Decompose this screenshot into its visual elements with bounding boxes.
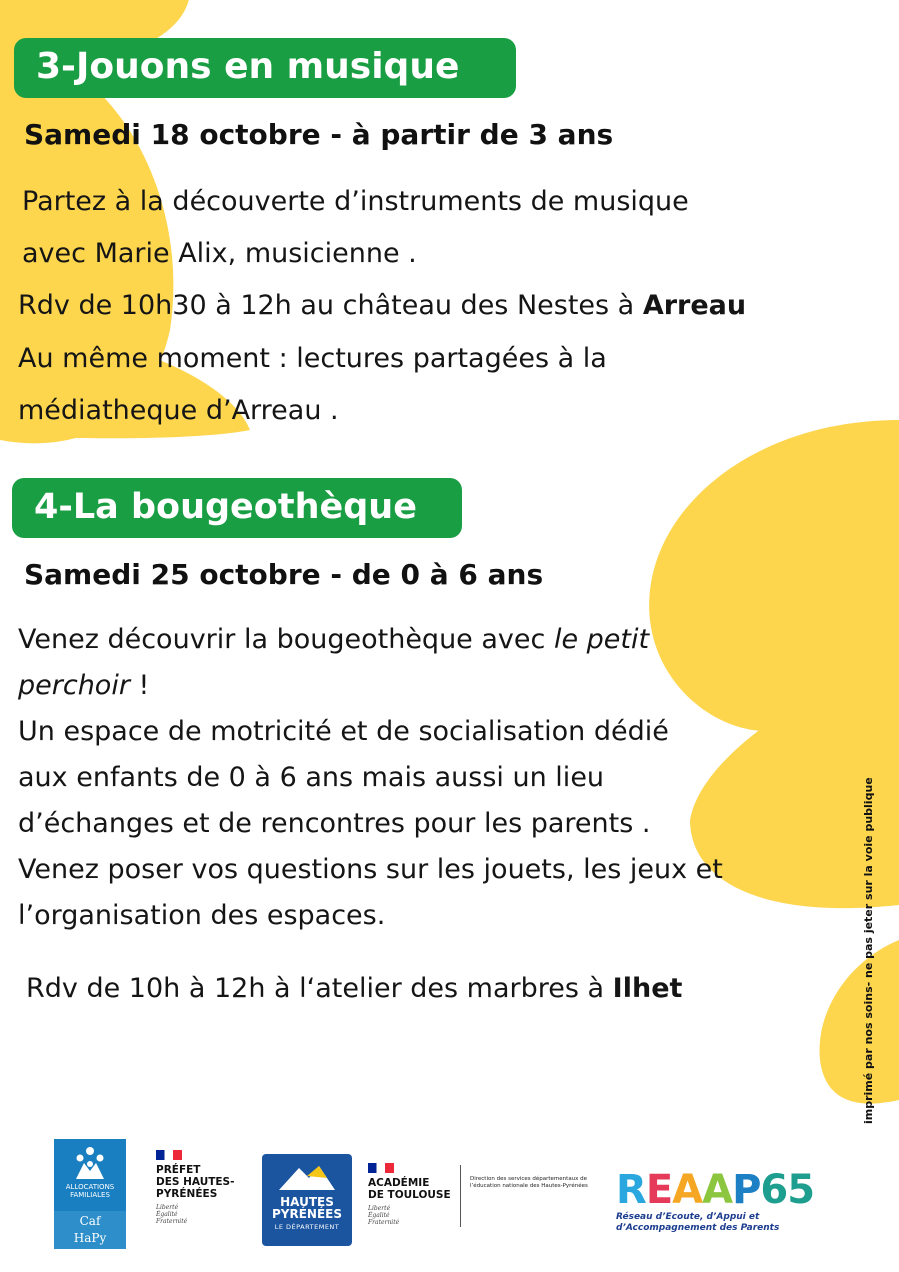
text-segment: !: [129, 670, 150, 701]
family-icon: [72, 1145, 108, 1181]
rdv-place: Ilhet: [612, 973, 683, 1004]
reaap-logo: [616, 1167, 830, 1242]
reaap-letter: A: [672, 1167, 703, 1213]
prefet-line: PRÉFET: [156, 1164, 201, 1176]
italic-text: le petit: [553, 624, 650, 655]
hp-line: LE DÉPARTEMENT: [274, 1223, 340, 1231]
academie-line: ACADÉMIE: [368, 1177, 430, 1189]
reaap-subtitle-line: d’Accompagnement des Parents: [616, 1223, 780, 1233]
reaap-letter: P: [732, 1167, 761, 1213]
prefet-line: DES HAUTES-: [156, 1176, 235, 1188]
text-line: d’échanges et de rencontres pour les parents .: [18, 808, 651, 839]
prefet-line: PYRÉNÉES: [156, 1188, 218, 1200]
reaap-wordmark: [616, 1167, 830, 1213]
reaap-letter: R: [616, 1167, 646, 1213]
motto-line: Liberté: [156, 1204, 179, 1211]
section-4-rdv: [26, 963, 682, 1015]
caf-name-line: Caf: [79, 1214, 101, 1228]
hp-line: HAUTES: [280, 1195, 334, 1209]
reaap-letter: A: [702, 1167, 733, 1213]
text-line: médiatheque d’Arreau .: [18, 395, 339, 426]
text-line: [18, 660, 723, 712]
mountain-icon: [277, 1162, 337, 1192]
text-line: Partez à la découverte d’instruments de musique: [22, 186, 689, 217]
section-3-date: Samedi 18 octobre - à partir de 3 ans: [24, 118, 614, 151]
text-segment: Venez découvrir la bougeothèque avec: [18, 624, 554, 655]
motto-line: Fraternité: [156, 1218, 188, 1225]
section-3-paragraph-1: [18, 176, 747, 332]
reaap-number: 65: [760, 1167, 815, 1213]
print-notice: imprimé par nos soins- ne pas jeter sur la voie publique: [862, 777, 875, 1124]
academie-logo: [368, 1163, 468, 1233]
caf-name: [54, 1211, 126, 1249]
hautes-pyrenees-logo: [262, 1154, 352, 1246]
text-line: Venez poser vos questions sur les jouets, les jeux et: [18, 854, 723, 885]
section-4-paragraph: [18, 614, 723, 942]
section-4-title: 4-La bougeothèque: [12, 478, 462, 538]
prefet-logo: [156, 1150, 256, 1240]
caf-logo: [54, 1139, 126, 1249]
academie-line: DE TOULOUSE: [368, 1189, 451, 1201]
italic-text: perchoir: [18, 670, 130, 701]
reaap-letter: E: [645, 1167, 673, 1213]
text-line: avec Marie Alix, musicienne .: [22, 238, 417, 269]
motto-line: Égalité: [368, 1212, 390, 1219]
reaap-subtitle-line: Réseau d’Ecoute, d’Appui et: [616, 1212, 760, 1222]
caf-label: ALLOCATIONS FAMILIALES: [65, 1183, 115, 1199]
text-line: Un espace de motricité et de socialisation dédié: [18, 716, 669, 747]
text-line: [18, 280, 746, 332]
french-flag-icon: [156, 1150, 182, 1160]
academie-direction: Direction des services départementaux de l’éducation nationale des Hautes-Pyrénées: [470, 1176, 588, 1189]
text-line: [18, 614, 723, 666]
motto: [156, 1204, 256, 1225]
reaap-subtitle: [616, 1212, 830, 1234]
section-3-title: 3-Jouons en musique: [14, 38, 516, 98]
motto-line: Égalité: [156, 1211, 178, 1218]
hp-line: PYRÉNÉES: [271, 1207, 342, 1221]
motto-line: Liberté: [368, 1205, 391, 1212]
logo-divider: [460, 1165, 461, 1227]
french-flag-icon: [368, 1163, 394, 1173]
motto: [368, 1205, 468, 1226]
motto-line: Fraternité: [368, 1219, 400, 1226]
section-4-date: Samedi 25 octobre - de 0 à 6 ans: [24, 558, 544, 591]
rdv-text: Rdv de 10h à 12h à l‘atelier des marbres à: [26, 973, 613, 1004]
text-line: Au même moment : lectures partagées à la: [18, 343, 607, 374]
rdv-place: Arreau: [642, 290, 747, 321]
caf-name-line: HaPy: [73, 1231, 107, 1245]
text-line: aux enfants de 0 à 6 ans mais aussi un lieu: [18, 762, 605, 793]
text-line: l’organisation des espaces.: [18, 900, 386, 931]
section-3-paragraph-2: [18, 333, 607, 437]
rdv-text: Rdv de 10h30 à 12h au château des Nestes à: [18, 290, 643, 321]
